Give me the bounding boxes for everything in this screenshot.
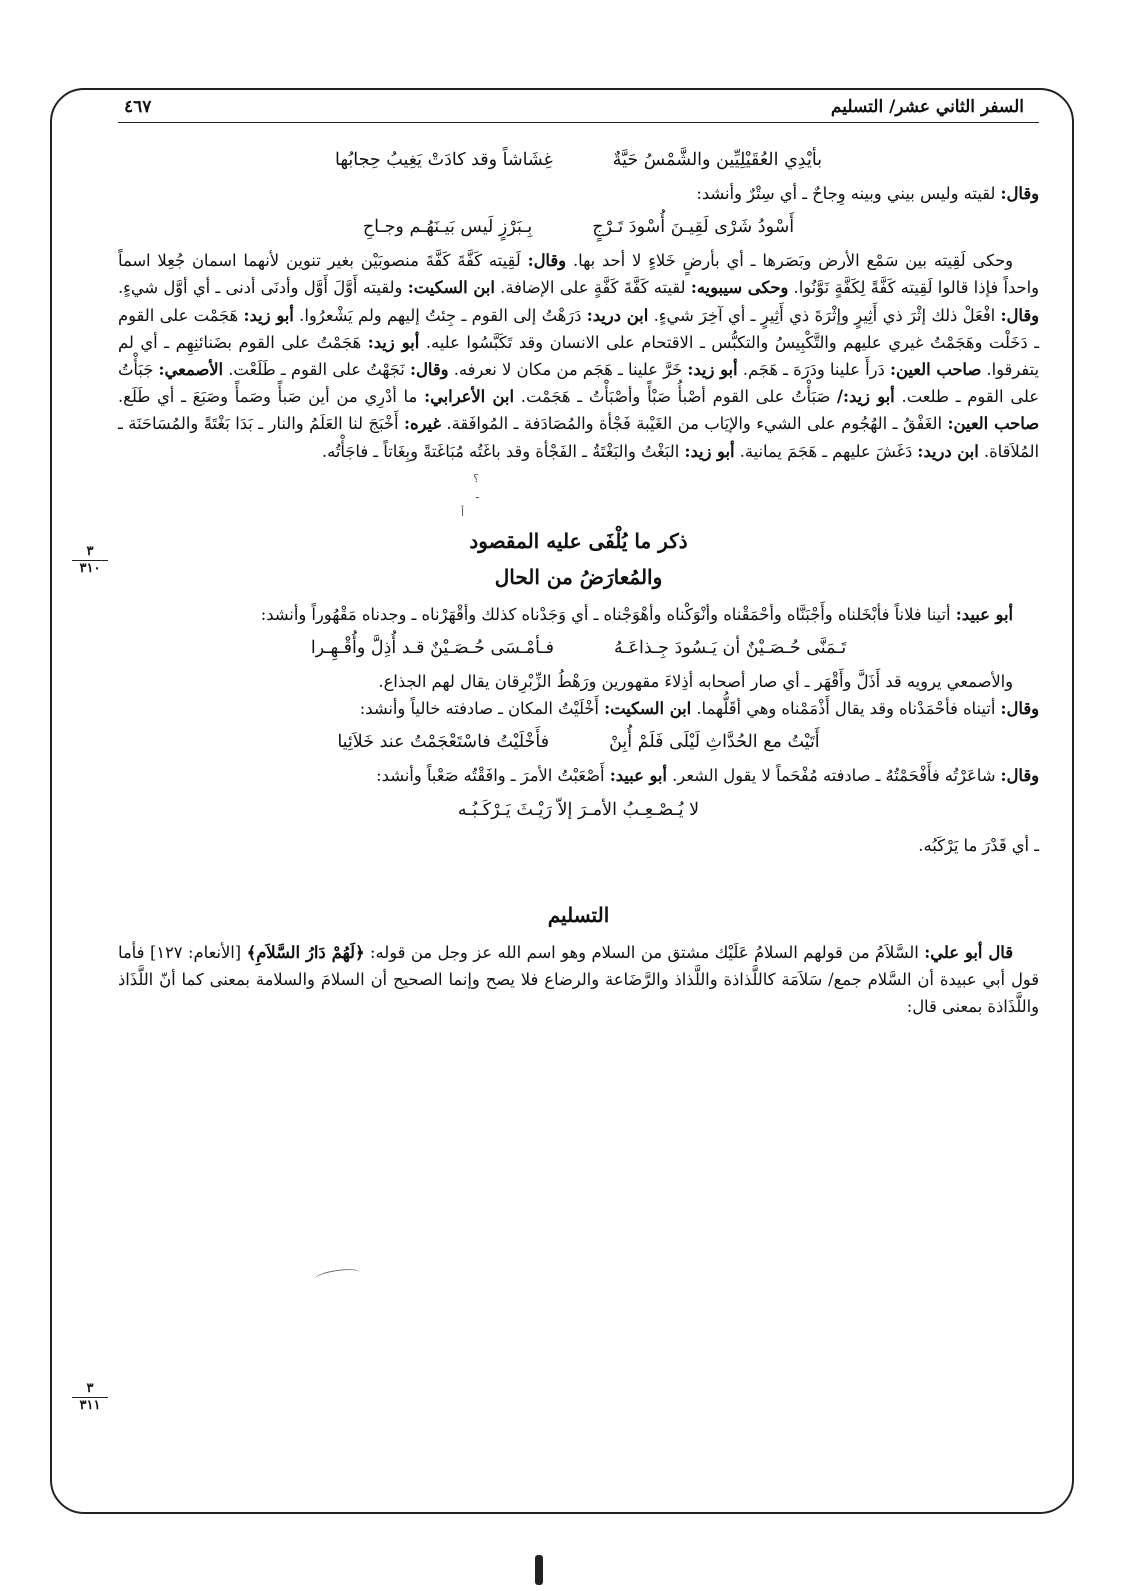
text-run: شاعَرْتُه فأَفْحَمْتُهُ ـ صادفته مُفْحَماً لا يقول الشعر. xyxy=(666,766,1001,786)
text-run: أتينا فلاناً فأبْخَلناه وأَجْبَنَّاه وأحْمَقْناه وأنْوَكْناه وأهْوَجْناه ـ أي وَجَدْناه كذلك وأقْهَرْناه ـ وجدناه مَقْهُوراً وأنشد: xyxy=(260,604,956,624)
text-run: هَجَمْت على القوم ـ دَخَلْت وهَجَمْتُ غيري عليهم والتَّكْبِيسُ والتكبُّس ـ الاقتحام على الانسان وقد تَكَبَّسُوا عليه. xyxy=(118,305,1039,352)
speaker-label: ابن السكيت: xyxy=(407,278,495,298)
text-run: ولقيته أَوَّلَ أَوَّل وأدنَى أدنى ـ أي أوَّل شيءٍ. xyxy=(118,278,408,298)
verse-couplet xyxy=(118,726,1039,758)
margin-marker-volume: ٣ xyxy=(72,1382,108,1398)
text-run: [الأنعام: ١٢٧] فأما قول أبي عبيدة أن السَّلام جمع/ سَلاَمَة كاللَّذاذة واللَّذاذ والرَّضَاعة والرضاع فلا يصح وإنما الصحيح أن السلامَ والسلامة بمعنى كما أنّ اللَّذَاذ واللَّذَاذة بمعنى قال: xyxy=(118,942,1039,1017)
margin-marker-page: ٣١٠ xyxy=(79,561,101,576)
text-run: أَخْلَيْتُ المكان ـ صادفته خالياً وأنشد: xyxy=(359,699,605,719)
speaker-label: أبو عبيد: xyxy=(609,766,667,786)
speaker-label: ابن السكيت: xyxy=(604,699,692,719)
main-text xyxy=(118,140,1039,1496)
speaker-label: أبو عبيد: xyxy=(955,604,1013,624)
text-run: ما أدْرِي من أين صَبأً وصَمأً وصَبَعَ ـ أي طَلَع. xyxy=(118,387,425,407)
paragraph: ـ أي قَدْرَ ما يَرْكَبُه. xyxy=(918,835,1039,855)
text-run: أَخْبَجَ لنا العَلَمُ والنار ـ بَدَا بَغْتَةً والمُسَاحَنَة ـ المُلاَقاة. xyxy=(118,414,1039,461)
paragraph xyxy=(118,247,1039,465)
speaker-label: صاحب العين: xyxy=(889,360,982,380)
verse-hemistich-right: بأيْدِي العُقَيْلِيِّين والشَّمْسُ حَيَّةٌ xyxy=(612,150,823,170)
margin-page-marker xyxy=(72,1382,108,1413)
margin-page-marker xyxy=(72,545,108,576)
verse-couplet xyxy=(118,211,1039,243)
speaker-label: أبو زيد: xyxy=(687,360,738,380)
header-rule xyxy=(118,122,1039,123)
text-run: أتيناه فأحْمَدْناه وقد يقال أَذْمَمْناه وهي أقَلُّهما. xyxy=(691,699,1001,719)
text-line xyxy=(118,180,1039,207)
speaker-label: وقال: xyxy=(1000,766,1039,786)
verse-hemistich-right: أَسْودُ شَرْى لَقِيـنَ أُسْودَ تَـرْجٍ xyxy=(592,217,795,238)
verse-hemistich-right: أَتَيْتُ مع الحُدَّاثِ لَيْلَى فَلَمْ أُبِنْ xyxy=(609,732,820,753)
speaker-label: أبو زيد: xyxy=(367,332,420,352)
verse-single xyxy=(118,794,1039,826)
verse-couplet xyxy=(118,632,1039,664)
text-run: خَرَّ علينا ـ هَجَم من مكان لا نعرفه. xyxy=(448,360,688,380)
text-run: صَبَأْتُ على القوم أصْبأُ صَبْأً وأصْبَأْتُ ـ هَجَمْت. xyxy=(513,387,838,407)
verse-hemistich-left: غِشَاشاً وقد كادَتْ يَغِيبُ حِجابُها xyxy=(334,150,553,170)
paragraph xyxy=(118,668,1039,695)
speaker-label: ﴿لَهُمْ دَارُ السَّلاَمِ﴾ xyxy=(246,942,365,962)
text-run: افْعَلْ ذلك إثْرَ ذي أَثِيرٍ وإثْرَةَ ذي أَثِيرٍ ـ أي آخِرَ شيءٍ. xyxy=(648,305,1001,325)
text-run: لقيته كَفَّةَ كَفَّةٍ على الإضافة. xyxy=(494,278,691,298)
text-run: لَقِيته كَفَّةَ كَفَّةَ منصوبَيْن بغير تنوين لأنهما اسمان جُعِلا اسماً واحداً فإذا قالوا لَقِيته كَفَّةً لِكَفَّةٍ نَوَّنُوا. xyxy=(118,251,1040,298)
speaker-label: وقال: xyxy=(1000,184,1039,203)
page-number: ٤٦٧ xyxy=(124,97,152,117)
speaker-label: أبو زيد:/ xyxy=(837,387,895,407)
text-run: أَصْعَبْتُ الأمرَ ـ وافَقْتُه صَعْباً وأنشد: xyxy=(376,766,610,786)
speaker-label: ابن دريد: xyxy=(586,305,649,325)
speaker-label: ابن الأعرابي: xyxy=(424,387,514,407)
text-run: السَّلاَمُ من قولهم السلامُ عَلَيْك مشتق من السلام وهو اسم الله عز وجل من قوله: xyxy=(364,942,925,962)
section-heading: والمُعارَضُ من الحال xyxy=(494,564,663,589)
text-run: البَغْتُ والبَغْتَةُ ـ الفَجْأة وقد باغَتُه مُبَاغَتةً وبِغَاتاً ـ فاجَأْتُه. xyxy=(321,441,685,461)
verse-hemistich-left: بِـبَرْزٍ لَيس بَيـنَهُـم وجـاحِ xyxy=(362,217,533,238)
text-run: لقيته وليس بيني وبينه وِجاحٌ ـ أي سِتْرٌ وأنشد: xyxy=(696,184,1001,203)
text-run: دَرَهْتُ إلى القوم ـ جِئتُ إليهم ولم يَشْعرُوا. xyxy=(293,305,587,325)
stray-mark: ؟ xyxy=(473,471,479,485)
text-run: وحكى لَقِيته بين سَمْع الأرض وبَصَرها ـ أي بأرضٍ خَلاءٍ لا أحد بها. xyxy=(566,251,1014,271)
speaker-label: الأصمعي: xyxy=(158,360,223,380)
paragraph xyxy=(118,762,1039,789)
verse-couplet xyxy=(118,144,1039,176)
verse-line: لا يُـصْـعِـبُ الأمـرَ إلاّ رَيْـثَ يَـرْكَـبُـه xyxy=(457,799,700,820)
section-heading: ذكر ما يُلْفَى عليه المقصود xyxy=(469,528,688,553)
speaker-label: وقال: xyxy=(527,251,567,271)
speaker-label: صاحب العين: xyxy=(947,414,1039,434)
verse-hemistich-left: فـأمْـسَى حُـصَـيْنٌ قـد أُذِلَّ وأُقْـهِـرا xyxy=(310,638,555,659)
text-run: جَبَأْتُ على القوم ـ طلعت. xyxy=(118,360,1039,407)
text-run: الغَفْقُ ـ الهُجُوم على الشيء والإيَاب من الغَيْبة فَجْأة والمُصَادَفة ـ المُوافَقة. xyxy=(440,414,948,434)
text-run: هَجَمْتُ على القوم بضَنائنِهِم ـ أي لم يتفرقوا. xyxy=(118,332,1039,380)
speaker-label: وقال: xyxy=(1000,305,1039,325)
text-run: والأصمعي يرويه قد أَذَلَّ وأَقْهَر ـ أي صار أصحابه أذِلاءَ مقهورين ورَهْطُ الزِّبْرِقان يقال لهم الجذاع. xyxy=(378,672,1013,692)
speaker-label: غيره: xyxy=(404,414,441,434)
paragraph xyxy=(118,601,1039,628)
speaker-label: وحكى سيبويه: xyxy=(690,278,789,298)
verse-hemistich-right: تَـمَنَّى حُـصَـيْنٌ أن يَـسُودَ جِـذاعَـهُ xyxy=(614,638,847,659)
text-run: دَرأَ علينا ودَرَهَ ـ هَجَم. xyxy=(737,360,890,380)
speaker-label: قال أبو علي: xyxy=(924,942,1013,962)
margin-marker-page: ٣١١ xyxy=(79,1398,101,1413)
paragraph xyxy=(118,695,1039,722)
stray-mark: ـ xyxy=(475,487,479,501)
section-heading: التسليم xyxy=(547,902,610,927)
margin-marker-volume: ٣ xyxy=(72,545,108,561)
running-title: السفر الثاني عشر/ التسليم xyxy=(830,97,1024,117)
speaker-label: وقال: xyxy=(410,360,449,380)
stray-mark: أ xyxy=(460,505,464,519)
verse-hemistich-left: فأَخْلَيْتُ فاسْتَعْجَمْتُ عند خَلاَئِيا xyxy=(337,732,550,753)
ink-blot xyxy=(535,1555,543,1585)
text-run: نَجَهْتُ على القوم ـ طَلَعْت. xyxy=(223,360,411,380)
paragraph xyxy=(118,939,1039,1021)
stray-marks-area xyxy=(118,465,1039,517)
speaker-label: وقال: xyxy=(1000,699,1039,719)
speaker-label: أبو زيد: xyxy=(684,441,735,461)
text-run: دَغَشَ عليهم ـ هَجَمَ يمانية. xyxy=(734,441,918,461)
speaker-label: ابن دريد: xyxy=(917,441,979,461)
speaker-label: أبو زيد: xyxy=(243,305,294,325)
